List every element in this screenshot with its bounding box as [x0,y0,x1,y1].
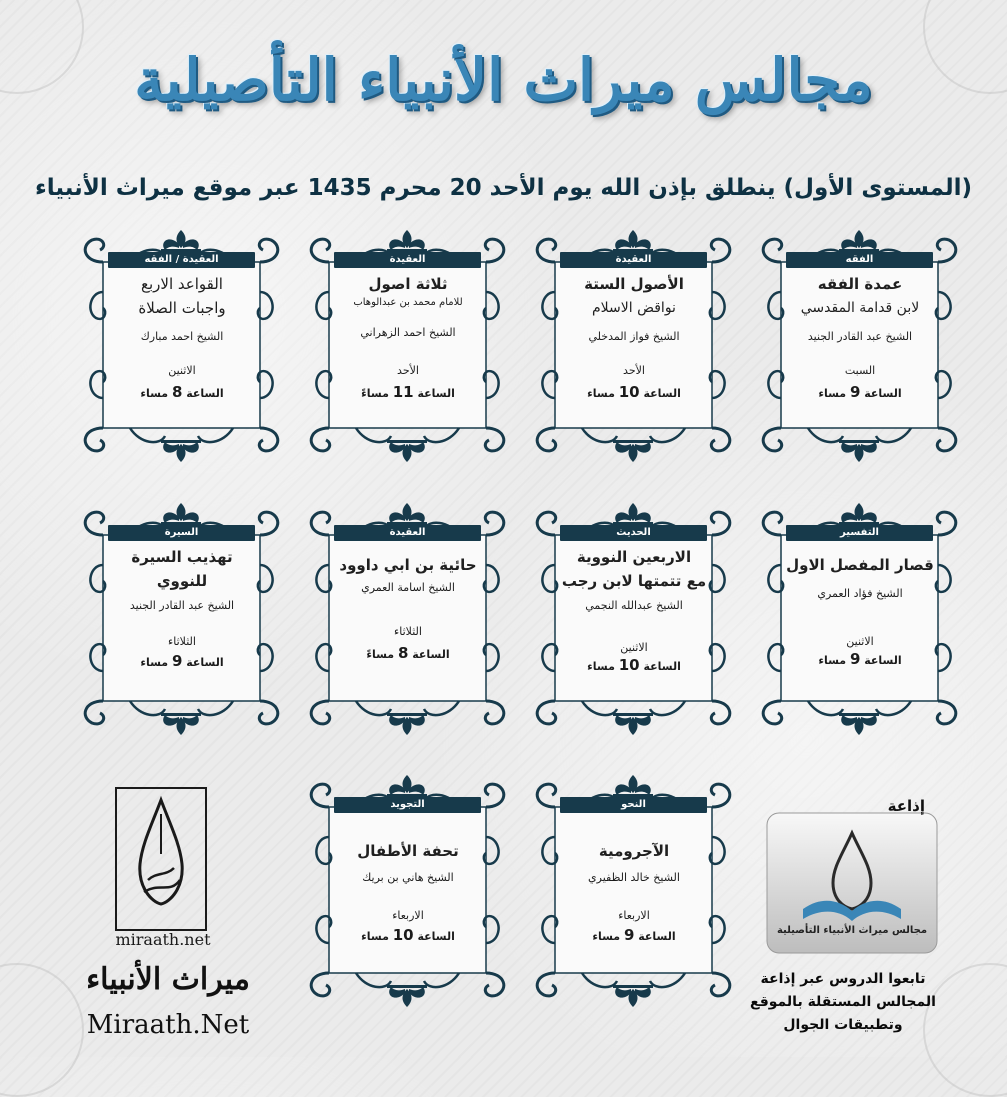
lesson-day: الاربعاء [392,909,424,922]
card-body [555,272,713,430]
card-body [329,817,487,975]
card-body [555,817,713,975]
lesson-time [781,384,939,402]
follow-line: تابعوا الدروس عبر إذاعة [760,971,926,987]
time-suffix: مساء [592,930,621,943]
course-subtitle: مع تتمتها لابن رجب [561,572,707,590]
category-tag: العقيدة / الفقه [108,252,255,268]
card-body [781,272,939,430]
course-subtitle: للامام محمد بن عبدالوهاب [353,297,463,308]
time-suffix: مساء [140,387,169,400]
lesson-time [555,927,713,945]
time-number: 9 [849,650,861,668]
course-card [522,767,745,1015]
category-tag: العقيدة [334,252,481,268]
time-number: 9 [171,652,183,670]
course-subtitle: نواقض الاسلام [592,300,676,316]
time-suffix: مساءً [366,648,395,661]
sheikh-name: الشيخ احمد مبارك [140,330,224,343]
lesson-day: الاثنين [846,635,874,648]
time-prefix: الساعة [864,387,902,400]
course-title: ثلاثة اصول [368,275,448,293]
time-suffix: مساء [587,660,615,673]
course-card [522,222,745,470]
course-card [296,495,519,743]
lesson-time [781,651,939,669]
time-number: 8 [171,383,183,401]
radio-logo [763,797,941,957]
course-title: قصار المفصل الاول [786,556,934,574]
course-subtitle: واجبات الصلاة [138,299,226,317]
time-prefix: الساعة [643,660,681,673]
time-prefix: الساعة [643,387,681,400]
lesson-day: الأحد [623,364,645,377]
sheikh-name: الشيخ فؤاد العمري [817,587,903,600]
time-number: 9 [623,926,635,944]
card-body [103,545,261,703]
time-number: 10 [618,656,640,674]
course-card [296,222,519,470]
lesson-time [329,384,487,402]
sheikh-name: الشيخ عبدالله النجمي [585,599,683,612]
time-prefix: الساعة [412,648,450,661]
lesson-day: السبت [844,364,876,377]
miraath-logo [112,784,210,954]
sheikh-name: الشيخ فواز المدخلي [588,330,680,343]
card-body [103,272,261,430]
course-card [748,222,971,470]
time-number: 11 [392,383,414,401]
launch-announcement: (المستوى الأول) ينطلق بإذن الله يوم الأحد 20 محرم 1435 عبر موقع ميراث الأنبياء [34,175,973,201]
lesson-time [103,653,261,671]
category-tag: التفسير [786,525,933,541]
time-suffix: مساء [818,387,847,400]
course-card [70,495,293,743]
time-prefix: الساعة [638,930,676,943]
brand-arabic: ميراث الأنبياء [86,962,250,997]
sheikh-name: الشيخ هاني بن بريك [362,871,454,884]
radio-label: إذاعة [887,797,925,815]
brand-english: Miraath.Net [86,1010,250,1040]
category-tag: العقيدة [334,525,481,541]
radio-caption: مجالس ميراث الأنبياء التأصيلية [776,925,928,936]
time-suffix: مساء [587,387,615,400]
lesson-day: الثلاثاء [168,635,196,648]
lesson-day: الاثنين [620,641,648,654]
card-body [329,545,487,703]
time-suffix: مساء [361,930,389,943]
course-title: تحفة الأطفال [357,842,459,860]
lesson-time [555,384,713,402]
time-prefix: الساعة [186,656,224,669]
course-card [748,495,971,743]
time-prefix: الساعة [417,930,455,943]
sheikh-name: الشيخ عبد القادر الجنيد [807,330,913,343]
card-body [555,545,713,703]
sheikh-name: الشيخ اسامة العمري [361,581,455,594]
page-title: مجالس ميراث الأنبياء التأصيلية [134,46,873,114]
course-card [522,495,745,743]
time-number: 9 [849,383,861,401]
sheikh-name: الشيخ احمد الزهراني [360,326,456,339]
follow-notice [718,968,968,1037]
course-title: الآجرومية [598,842,670,860]
lesson-time [329,927,487,945]
card-body [329,272,487,430]
lesson-day: الأحد [397,364,419,377]
category-tag: السيرة [108,525,255,541]
course-title: تهذيب السيرة [131,548,233,566]
course-subtitle: للنووي [156,572,208,590]
lesson-day: الاثنين [168,364,196,377]
sheikh-name: الشيخ خالد الظفيري [588,871,680,884]
time-prefix: الساعة [417,387,455,400]
course-title: حائية بن ابي داوود [339,556,477,574]
time-number: 8 [397,644,409,662]
time-suffix: مساءً [361,387,389,400]
follow-line: المجالس المستقلة بالموقع [750,994,936,1010]
time-suffix: مساء [818,654,847,667]
category-tag: الحديث [560,525,707,541]
time-prefix: الساعة [864,654,902,667]
lesson-time [329,645,487,663]
lesson-day: الاربعاء [618,909,650,922]
time-number: 10 [618,383,640,401]
category-tag: العقيدة [560,252,707,268]
logo-url-small: miraath.net [115,930,211,949]
category-tag: الفقه [786,252,933,268]
course-card [70,222,293,470]
lesson-time [103,384,261,402]
course-title: الاربعين النووية [576,548,692,566]
course-card [296,767,519,1015]
card-body [781,545,939,703]
course-subtitle: لابن قدامة المقدسي [800,300,920,316]
lesson-time [555,657,713,675]
course-title: الأصول الستة [584,275,684,293]
sheikh-name: الشيخ عبد القادر الجنيد [129,599,235,612]
course-title: عمدة الفقه [817,275,903,293]
follow-line: وتطبيقات الجوال [783,1017,903,1033]
category-tag: النحو [560,797,707,813]
category-tag: التجويد [334,797,481,813]
course-title: القواعد الاربع [141,275,223,293]
time-number: 10 [392,926,414,944]
time-prefix: الساعة [186,387,224,400]
time-suffix: مساء [140,656,169,669]
lesson-day: الثلاثاء [394,625,422,638]
